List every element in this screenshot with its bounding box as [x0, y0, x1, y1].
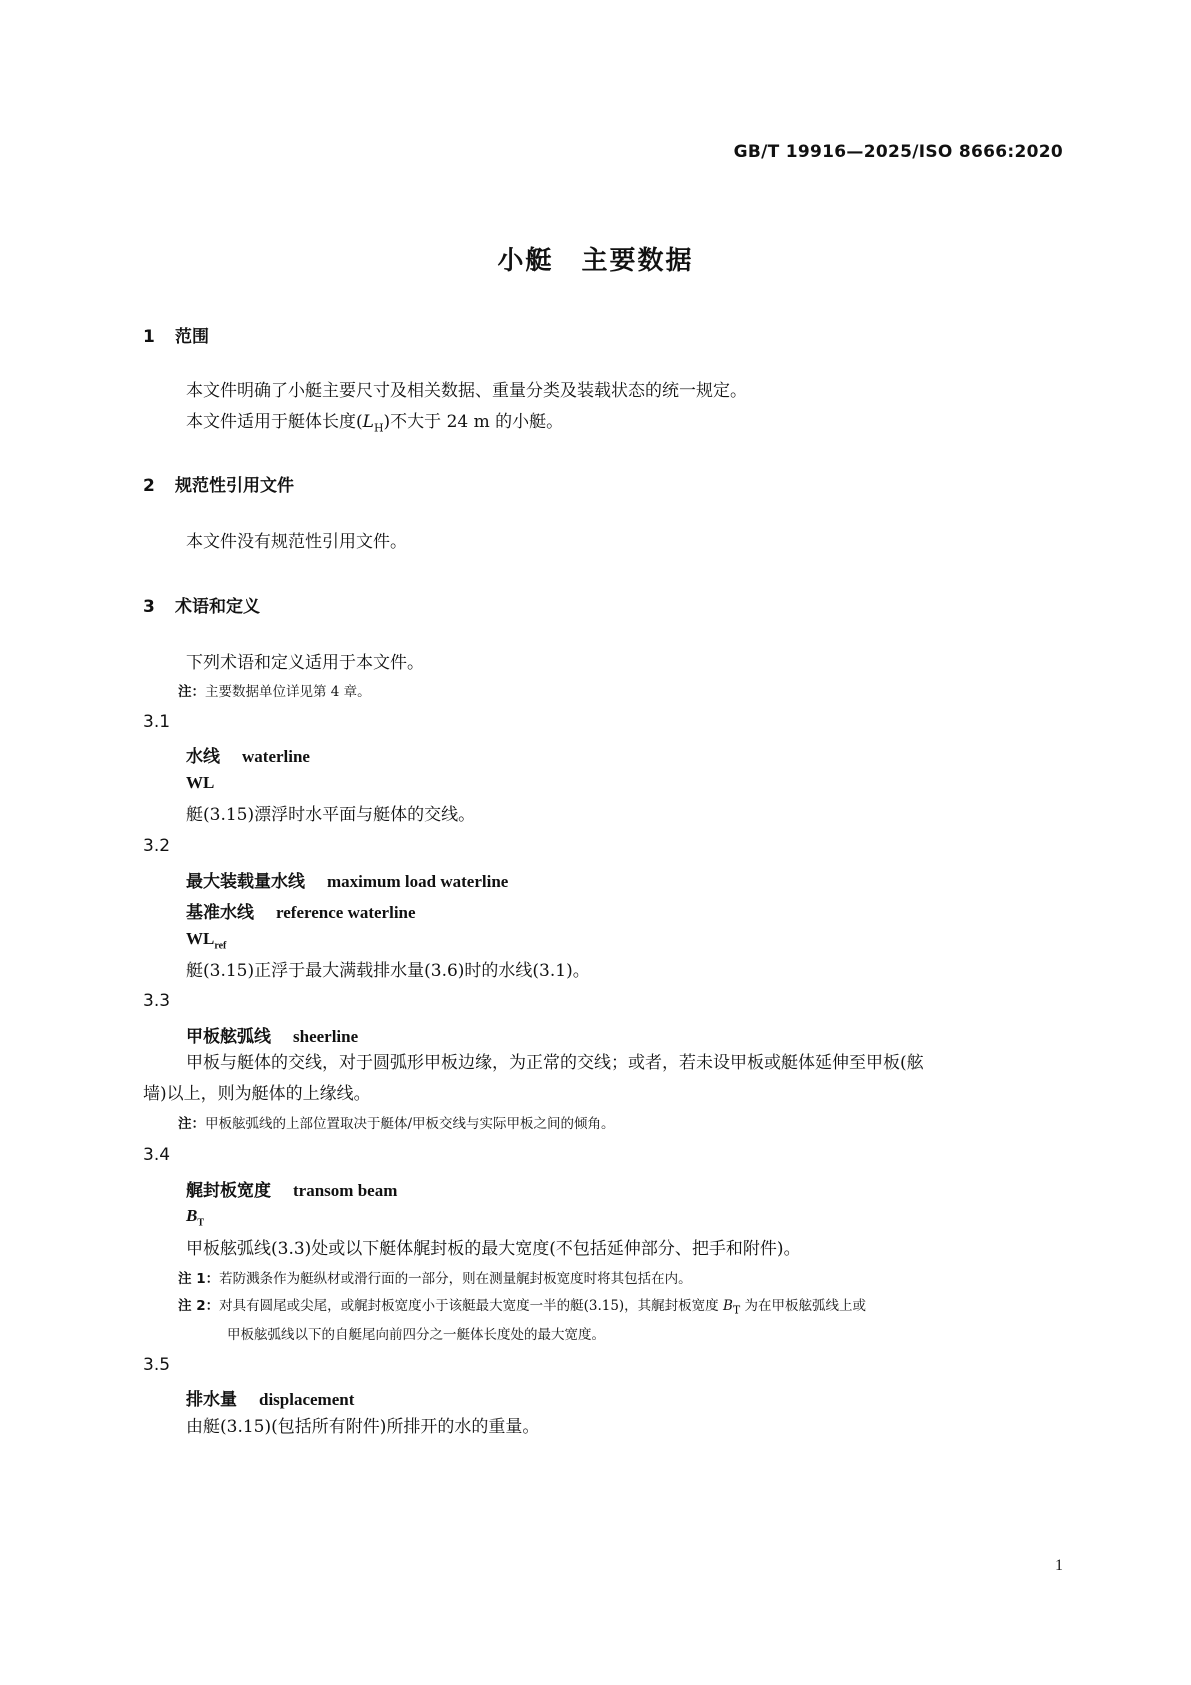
term-en: transom beam	[293, 1181, 398, 1200]
term-zh: 水线	[186, 747, 220, 767]
symbol-subscript: T	[197, 1217, 205, 1229]
term-heading	[186, 867, 508, 892]
entry-number: 3.3	[143, 991, 171, 1011]
symbol-L: L	[362, 412, 374, 432]
text-run: 本文件适用于艇体长度(	[186, 412, 363, 432]
entry-number: 3.5	[143, 1355, 171, 1375]
term-zh: 艉封板宽度	[186, 1181, 271, 1201]
section-1-heading	[143, 322, 209, 347]
term-note-1	[178, 1270, 692, 1288]
section-title: 规范性引用文件	[175, 476, 294, 496]
symbol-subscript: T	[732, 1303, 741, 1317]
term-heading	[186, 1022, 358, 1047]
section-2-heading	[143, 471, 294, 496]
term-en: sheerline	[293, 1027, 359, 1046]
note-label: 注：	[178, 1116, 205, 1132]
symbol-base: B	[722, 1298, 733, 1314]
page-number: 1	[1055, 1557, 1063, 1574]
term-heading	[186, 742, 310, 767]
scope-paragraph-2	[186, 411, 563, 439]
term-en: waterline	[242, 747, 310, 766]
terms-note	[178, 683, 371, 701]
term-note-2	[178, 1294, 1068, 1348]
term-en: reference waterline	[276, 903, 416, 922]
note-label: 注 2：	[178, 1298, 220, 1314]
term-admitted	[186, 898, 416, 923]
term-definition: 艇(3.15)漂浮时水平面与艇体的交线。	[186, 805, 476, 825]
term-en: maximum load waterline	[327, 872, 509, 891]
text-run: )不大于 24 m 的小艇。	[383, 412, 564, 432]
entry-number: 3.4	[143, 1145, 171, 1165]
term-definition: 由艇(3.15)(包括所有附件)所排开的水的重量。	[186, 1417, 540, 1437]
note-text-continued: 甲板舷弧线以下的自艇尾向前四分之一艇体长度处的最大宽度。	[227, 1326, 605, 1343]
term-en: displacement	[259, 1390, 355, 1409]
term-definition-line-2: 墙)以上，则为艇体的上缘线。	[143, 1084, 371, 1104]
document-title: 小艇 主要数据	[497, 246, 694, 276]
section-number: 2	[143, 476, 155, 496]
note-text: 若防溅条作为艇纵材或滑行面的一部分，则在测量艉封板宽度时将其包括在内。	[219, 1271, 692, 1287]
term-symbol: WL	[186, 773, 215, 792]
terms-intro: 下列术语和定义适用于本文件。	[186, 653, 424, 673]
entry-number: 3.2	[143, 836, 171, 856]
term-note	[178, 1115, 615, 1133]
symbol-base: WL	[186, 929, 215, 948]
section-number: 1	[143, 327, 155, 347]
note-text: 主要数据单位详见第 4 章。	[205, 684, 371, 700]
term-zh: 排水量	[186, 1390, 237, 1410]
entry-number: 3.1	[143, 712, 171, 732]
note-text: 为在甲板舷弧线上或	[740, 1298, 867, 1314]
term-heading	[186, 1176, 397, 1201]
term-heading	[186, 1385, 354, 1410]
symbol-subscript: H	[373, 421, 384, 435]
note-label: 注 1：	[178, 1271, 220, 1287]
term-zh: 基准水线	[186, 903, 254, 923]
note-label: 注：	[178, 684, 205, 700]
term-definition-line-1: 甲板与艇体的交线，对于圆弧形甲板边缘，为正常的交线；或者，若未设甲板或艇体延伸至甲板(舷	[186, 1053, 924, 1073]
symbol-base: B	[186, 1206, 198, 1225]
term-zh: 甲板舷弧线	[186, 1027, 271, 1047]
standard-code: GB/T 19916—2025/ISO 8666:2020	[733, 142, 1063, 162]
term-definition: 艇(3.15)正浮于最大满载排水量(3.6)时的水线(3.1)。	[186, 961, 590, 981]
normative-paragraph: 本文件没有规范性引用文件。	[186, 532, 407, 552]
section-title: 范围	[175, 327, 209, 347]
section-3-heading	[143, 592, 260, 617]
term-zh: 最大装载量水线	[186, 872, 305, 892]
symbol-subscript: ref	[214, 940, 227, 952]
section-title: 术语和定义	[175, 597, 260, 617]
note-text: 对具有圆尾或尖尾，或艉封板宽度小于该艇最大宽度一半的艇(3.15)，其艉封板宽度	[219, 1298, 723, 1314]
section-number: 3	[143, 597, 155, 617]
scope-paragraph-1: 本文件明确了小艇主要尺寸及相关数据、重量分类及装载状态的统一规定。	[186, 381, 747, 401]
term-definition: 甲板舷弧线(3.3)处或以下艇体艉封板的最大宽度(不包括延伸部分、把手和附件)。	[186, 1239, 801, 1259]
note-text: 甲板舷弧线的上部位置取决于艇体/甲板交线与实际甲板之间的倾角。	[205, 1116, 615, 1132]
term-symbol	[186, 929, 226, 951]
term-symbol	[186, 1206, 204, 1228]
